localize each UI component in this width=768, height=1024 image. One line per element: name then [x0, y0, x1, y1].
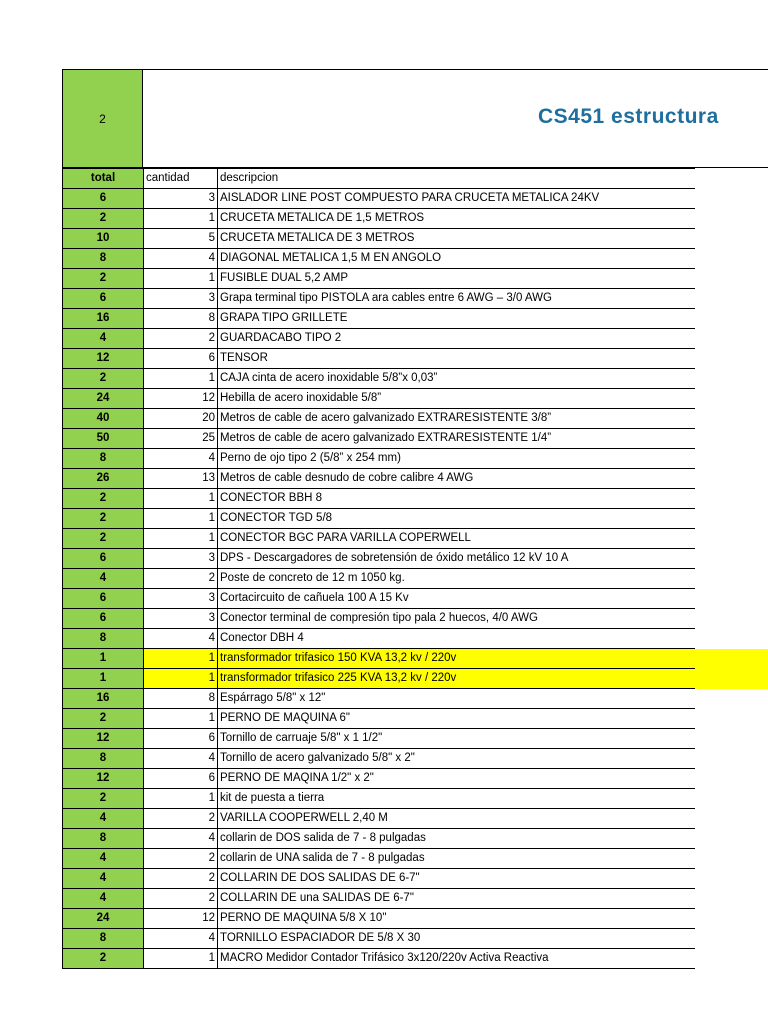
table-row: [63, 849, 695, 869]
table-row: [63, 269, 695, 289]
cell-total[interactable]: 12: [63, 769, 144, 789]
cell-descripcion[interactable]: COLLARIN DE DOS SALIDAS DE 6-7": [218, 869, 695, 889]
cell-total[interactable]: 2: [63, 789, 144, 809]
cell-descripcion[interactable]: TORNILLO ESPACIADOR DE 5/8 X 30: [218, 929, 695, 949]
cell-cantidad[interactable]: 4: [144, 449, 218, 469]
table-row: [63, 389, 695, 409]
cell-cantidad[interactable]: 8: [144, 309, 218, 329]
cell-total[interactable]: 1: [63, 649, 144, 669]
table-row: [63, 429, 695, 449]
table-row: [63, 669, 695, 689]
cell-total[interactable]: 6: [63, 289, 144, 309]
table-row: [63, 649, 695, 669]
cell-cantidad[interactable]: 20: [144, 409, 218, 429]
cell-cantidad[interactable]: 4: [144, 629, 218, 649]
cell-cantidad[interactable]: 2: [144, 569, 218, 589]
table-row: [63, 749, 695, 769]
cell-total[interactable]: 8: [63, 929, 144, 949]
cell-descripcion[interactable]: Conector terminal de compresión tipo pala 2 huecos, 4/0 AWG: [218, 609, 695, 629]
cell-descripcion[interactable]: Grapa terminal tipo PISTOLA ara cables entre 6 AWG – 3/0 AWG: [218, 289, 695, 309]
cell-total[interactable]: 2: [63, 269, 144, 289]
cell-total[interactable]: 2: [63, 369, 144, 389]
materials-table: [62, 168, 695, 969]
cell-descripcion[interactable]: collarin de UNA salida de 7 - 8 pulgadas: [218, 849, 695, 869]
cell-total[interactable]: 10: [63, 229, 144, 249]
cell-cantidad[interactable]: 6: [144, 349, 218, 369]
table-row: [63, 629, 695, 649]
table-row: [63, 809, 695, 829]
table-row: [63, 609, 695, 629]
cell-cantidad[interactable]: 4: [144, 249, 218, 269]
cell-descripcion[interactable]: DIAGONAL METALICA 1,5 M EN ANGOLO: [218, 249, 695, 269]
cell-descripcion[interactable]: Tornillo de acero galvanizado 5/8" x 2": [218, 749, 695, 769]
cell-cantidad[interactable]: 1: [144, 669, 218, 689]
table-row: [63, 489, 695, 509]
cell-cantidad[interactable]: 1: [144, 529, 218, 549]
cell-cantidad[interactable]: 1: [144, 949, 218, 969]
cell-cantidad[interactable]: 1: [144, 649, 218, 669]
cell-total[interactable]: 40: [63, 409, 144, 429]
cell-total[interactable]: 4: [63, 809, 144, 829]
cell-total[interactable]: 4: [63, 329, 144, 349]
cell-cantidad[interactable]: 2: [144, 809, 218, 829]
cell-total[interactable]: 2: [63, 529, 144, 549]
cell-cantidad[interactable]: 25: [144, 429, 218, 449]
table-row: [63, 549, 695, 569]
cell-cantidad[interactable]: 4: [144, 929, 218, 949]
cell-cantidad[interactable]: 6: [144, 769, 218, 789]
cell-descripcion[interactable]: Cortacircuito de cañuela 100 A 15 Kv: [218, 589, 695, 609]
cell-descripcion[interactable]: Perno de ojo tipo 2 (5/8” x 254 mm): [218, 449, 695, 469]
cell-descripcion[interactable]: VARILLA COOPERWELL 2,40 M: [218, 809, 695, 829]
table-row: [63, 949, 695, 969]
table-row: [63, 349, 695, 369]
cell-cantidad[interactable]: 1: [144, 209, 218, 229]
cell-descripcion[interactable]: Tornillo de carruaje 5/8" x 1 1/2": [218, 729, 695, 749]
table-row: [63, 589, 695, 609]
cell-cantidad[interactable]: 1: [144, 509, 218, 529]
cell-descripcion[interactable]: CONECTOR BBH 8: [218, 489, 695, 509]
cell-descripcion[interactable]: CONECTOR BGC PARA VARILLA COPERWELL: [218, 529, 695, 549]
cell-descripcion[interactable]: GRAPA TIPO GRILLETE: [218, 309, 695, 329]
cell-cantidad[interactable]: 1: [144, 269, 218, 289]
cell-total[interactable]: 1: [63, 669, 144, 689]
cell-cantidad[interactable]: 4: [144, 829, 218, 849]
cell-total[interactable]: 4: [63, 849, 144, 869]
cell-total[interactable]: 6: [63, 609, 144, 629]
col-header-cantidad[interactable]: cantidad: [144, 169, 218, 189]
cell-cantidad[interactable]: 3: [144, 589, 218, 609]
cell-cantidad[interactable]: 4: [144, 749, 218, 769]
cell-total[interactable]: 6: [63, 549, 144, 569]
cell-total[interactable]: 8: [63, 449, 144, 469]
cell-cantidad[interactable]: 8: [144, 689, 218, 709]
cell-total[interactable]: 12: [63, 349, 144, 369]
cell-total[interactable]: 50: [63, 429, 144, 449]
cell-descripcion[interactable]: Metros de cable de acero galvanizado EXTRARESISTENTE 3/8”: [218, 409, 695, 429]
table-row: [63, 249, 695, 269]
cell-total[interactable]: 2: [63, 509, 144, 529]
cell-descripcion[interactable]: AISLADOR LINE POST COMPUESTO PARA CRUCETA METALICA 24KV: [218, 189, 695, 209]
cell-descripcion[interactable]: PERNO DE MAQUINA 5/8 X 10": [218, 909, 695, 929]
cell-total[interactable]: 16: [63, 309, 144, 329]
table-row: [63, 529, 695, 549]
cell-total[interactable]: 24: [63, 389, 144, 409]
sheet-header-row: [62, 69, 719, 168]
cell-descripcion[interactable]: Metros de cable de acero galvanizado EXTRARESISTENTE 1/4”: [218, 429, 695, 449]
cell-total[interactable]: 4: [63, 569, 144, 589]
table-row: [63, 229, 695, 249]
table-row: [63, 509, 695, 529]
table-row: [63, 469, 695, 489]
cell-cantidad[interactable]: 5: [144, 229, 218, 249]
cell-cantidad[interactable]: 13: [144, 469, 218, 489]
cell-descripcion[interactable]: Hebilla de acero inoxidable 5/8”: [218, 389, 695, 409]
cell-descripcion[interactable]: CRUCETA METALICA DE 1,5 METROS: [218, 209, 695, 229]
cell-descripcion[interactable]: PERNO DE MAQUINA 6": [218, 709, 695, 729]
table-row: [63, 709, 695, 729]
top-total-cell[interactable]: 2: [62, 69, 143, 168]
cell-cantidad[interactable]: 1: [144, 489, 218, 509]
cell-descripcion[interactable]: Conector DBH 4: [218, 629, 695, 649]
cell-cantidad[interactable]: 2: [144, 869, 218, 889]
cell-cantidad[interactable]: 12: [144, 909, 218, 929]
table-row: [63, 929, 695, 949]
cell-descripcion[interactable]: PERNO DE MAQINA 1/2" x 2": [218, 769, 695, 789]
table-row: [63, 829, 695, 849]
table-row: [63, 889, 695, 909]
cell-total[interactable]: 26: [63, 469, 144, 489]
table-row: [63, 289, 695, 309]
table-row: [63, 209, 695, 229]
cell-total[interactable]: 12: [63, 729, 144, 749]
cell-cantidad[interactable]: 2: [144, 329, 218, 349]
cell-descripcion[interactable]: MACRO Medidor Contador Trifásico 3x120/220v Activa Reactiva: [218, 949, 695, 969]
table-header-row: [63, 169, 695, 189]
cell-total[interactable]: 2: [63, 209, 144, 229]
table-row: [63, 309, 695, 329]
table-row: [63, 449, 695, 469]
cell-descripcion[interactable]: CONECTOR TGD 5/8: [218, 509, 695, 529]
cell-total[interactable]: 2: [63, 949, 144, 969]
cell-total[interactable]: 16: [63, 689, 144, 709]
table-row: [63, 369, 695, 389]
cell-total[interactable]: 2: [63, 709, 144, 729]
cell-cantidad[interactable]: 1: [144, 369, 218, 389]
table-row: [63, 729, 695, 749]
table-row: [63, 569, 695, 589]
cell-cantidad[interactable]: 3: [144, 609, 218, 629]
cell-descripcion[interactable]: collarin de DOS salida de 7 - 8 pulgadas: [218, 829, 695, 849]
cell-total[interactable]: 4: [63, 889, 144, 909]
cell-descripcion[interactable]: Poste de concreto de 12 m 1050 kg.: [218, 569, 695, 589]
cell-descripcion[interactable]: COLLARIN DE una SALIDAS DE 6-7": [218, 889, 695, 909]
sheet-title: CS451 estructura: [538, 105, 719, 128]
cell-total[interactable]: 2: [63, 489, 144, 509]
cell-total[interactable]: 6: [63, 189, 144, 209]
cell-descripcion[interactable]: Metros de cable desnudo de cobre calibre 4 AWG: [218, 469, 695, 489]
cell-cantidad[interactable]: 2: [144, 889, 218, 909]
cell-total[interactable]: 24: [63, 909, 144, 929]
table-row: [63, 189, 695, 209]
cell-total[interactable]: 8: [63, 829, 144, 849]
table-row: [63, 769, 695, 789]
cell-cantidad[interactable]: 1: [144, 709, 218, 729]
table-row: [63, 689, 695, 709]
col-header-descripcion[interactable]: descripcion: [218, 169, 695, 189]
col-header-total[interactable]: total: [63, 169, 144, 189]
title-clip: [62, 69, 768, 168]
cell-descripcion[interactable]: transformador trifasico 150 KVA 13,2 kv / 220v: [218, 649, 695, 669]
table-row: [63, 869, 695, 889]
cell-cantidad[interactable]: 3: [144, 289, 218, 309]
spreadsheet: [62, 69, 719, 969]
table-row: [63, 909, 695, 929]
cell-descripcion[interactable]: TENSOR: [218, 349, 695, 369]
cell-cantidad[interactable]: 1: [144, 789, 218, 809]
cell-descripcion[interactable]: FUSIBLE DUAL 5,2 AMP: [218, 269, 695, 289]
highlight-extension: [695, 649, 768, 669]
cell-descripcion[interactable]: transformador trifasico 225 KVA 13,2 kv / 220v: [218, 669, 695, 689]
cell-descripcion[interactable]: Espárrago 5/8" x 12": [218, 689, 695, 709]
cell-cantidad[interactable]: 12: [144, 389, 218, 409]
highlight-extension: [695, 669, 768, 689]
cell-cantidad[interactable]: 6: [144, 729, 218, 749]
cell-descripcion[interactable]: CAJA cinta de acero inoxidable 5/8”x 0,03”: [218, 369, 695, 389]
cell-descripcion[interactable]: GUARDACABO TIPO 2: [218, 329, 695, 349]
table-row: [63, 409, 695, 429]
cell-total[interactable]: 6: [63, 589, 144, 609]
cell-cantidad[interactable]: 3: [144, 549, 218, 569]
cell-total[interactable]: 8: [63, 749, 144, 769]
table-row: [63, 329, 695, 349]
cell-total[interactable]: 8: [63, 249, 144, 269]
cell-descripcion[interactable]: kit de puesta a tierra: [218, 789, 695, 809]
cell-total[interactable]: 8: [63, 629, 144, 649]
cell-descripcion[interactable]: DPS - Descargadores de sobretensión de óxido metálico 12 kV 10 A: [218, 549, 695, 569]
table-row: [63, 789, 695, 809]
cell-descripcion[interactable]: CRUCETA METALICA DE 3 METROS: [218, 229, 695, 249]
cell-cantidad[interactable]: 2: [144, 849, 218, 869]
cell-total[interactable]: 4: [63, 869, 144, 889]
cell-cantidad[interactable]: 3: [144, 189, 218, 209]
